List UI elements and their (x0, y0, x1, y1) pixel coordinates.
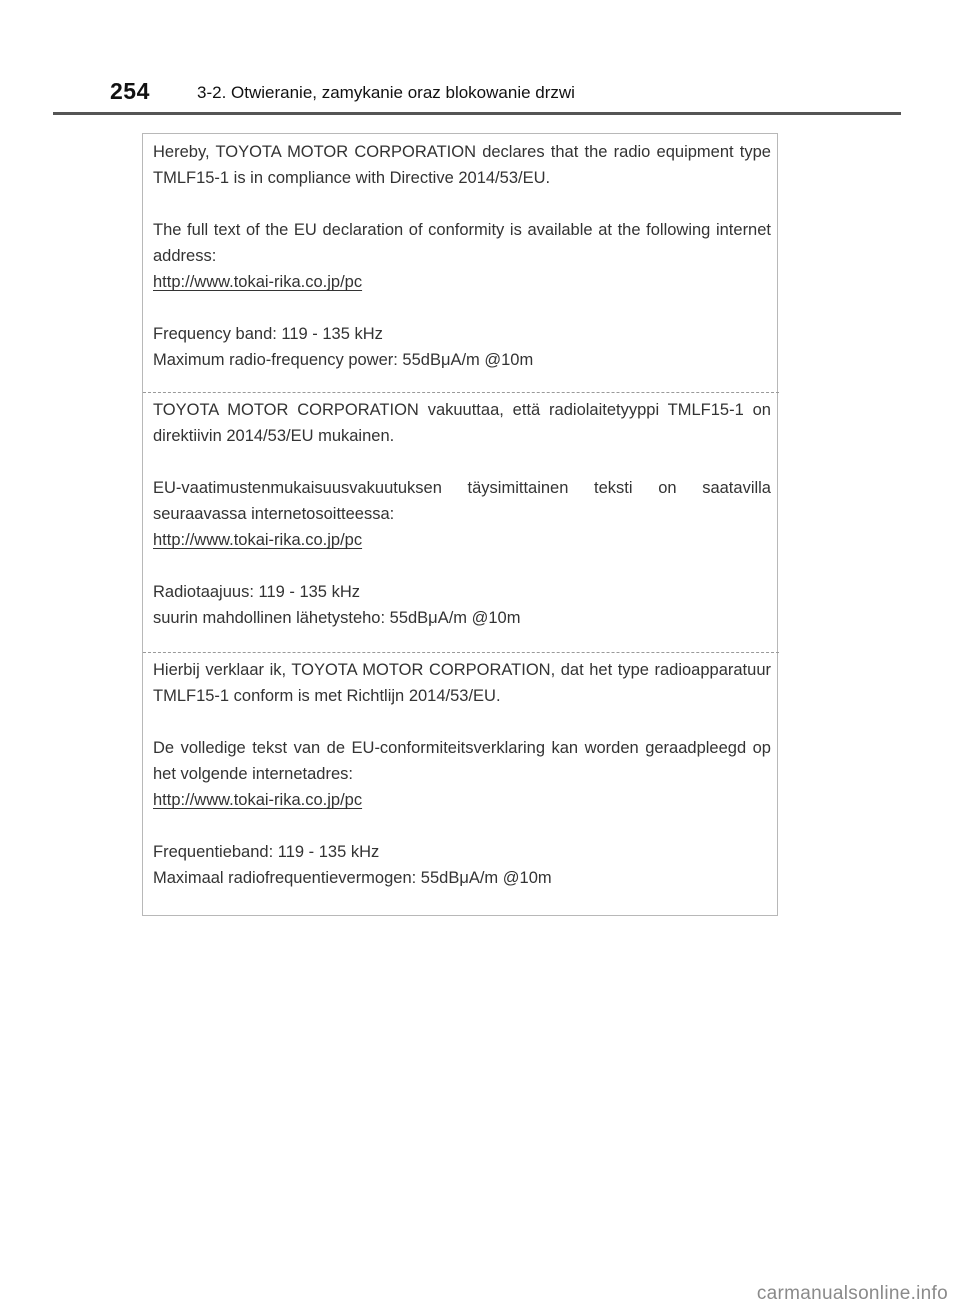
max-power-text: Maximum radio-frequency power: 55dBμA/m @10m (153, 351, 534, 369)
max-power-text: suurin mahdollinen lähetysteho: 55dBμA/m @10m (153, 609, 521, 627)
frequency-band-text: Radiotaajuus: 119 - 135 kHz (153, 583, 360, 601)
declaration-text: Hierbij verklaar ik, TOYOTA MOTOR CORPORATION, dat het type radioapparatuur TMLF15-1 conform is met Richtlijn 2014/53/EU. (153, 661, 771, 705)
site-watermark: carmanualsonline.info (756, 1283, 948, 1304)
availability-text: EU-vaatimustenmukaisuusvakuutuksen täysimittainen teksti on saatavilla seuraavassa internetosoitteessa: (153, 479, 771, 523)
section-title: 3-2. Otwieranie, zamykanie oraz blokowanie drzwi (197, 83, 575, 102)
notice-finnish (143, 392, 779, 652)
availability-text: De volledige tekst van de EU-conformiteitsverklaring kan worden geraadpleegd op het volgende internetadres: (153, 739, 771, 783)
frequency-band-text: Frequentieband: 119 - 135 kHz (153, 843, 380, 861)
frequency-band-text: Frequency band: 119 - 135 kHz (153, 325, 383, 343)
header-rule (53, 112, 901, 115)
notice-english (143, 134, 779, 392)
declaration-link[interactable]: http://www.tokai-rika.co.jp/pc (153, 791, 363, 809)
availability-text: The full text of the EU declaration of conformity is available at the following internet address: (153, 221, 771, 265)
declaration-link[interactable]: http://www.tokai-rika.co.jp/pc (153, 531, 363, 549)
declaration-text: TOYOTA MOTOR CORPORATION vakuuttaa, että radiolaitetyyppi TMLF15-1 on direktiivin 2014/53/EU mukainen. (153, 401, 771, 445)
compliance-notice-box (142, 133, 778, 916)
notice-dutch (143, 652, 779, 917)
declaration-link[interactable]: http://www.tokai-rika.co.jp/pc (153, 273, 363, 291)
page-number: 254 (110, 78, 150, 104)
declaration-text: Hereby, TOYOTA MOTOR CORPORATION declares that the radio equipment type TMLF15-1 is in compliance with Directive 2014/53/EU. (153, 143, 771, 187)
max-power-text: Maximaal radiofrequentievermogen: 55dBμA/m @10m (153, 869, 552, 887)
